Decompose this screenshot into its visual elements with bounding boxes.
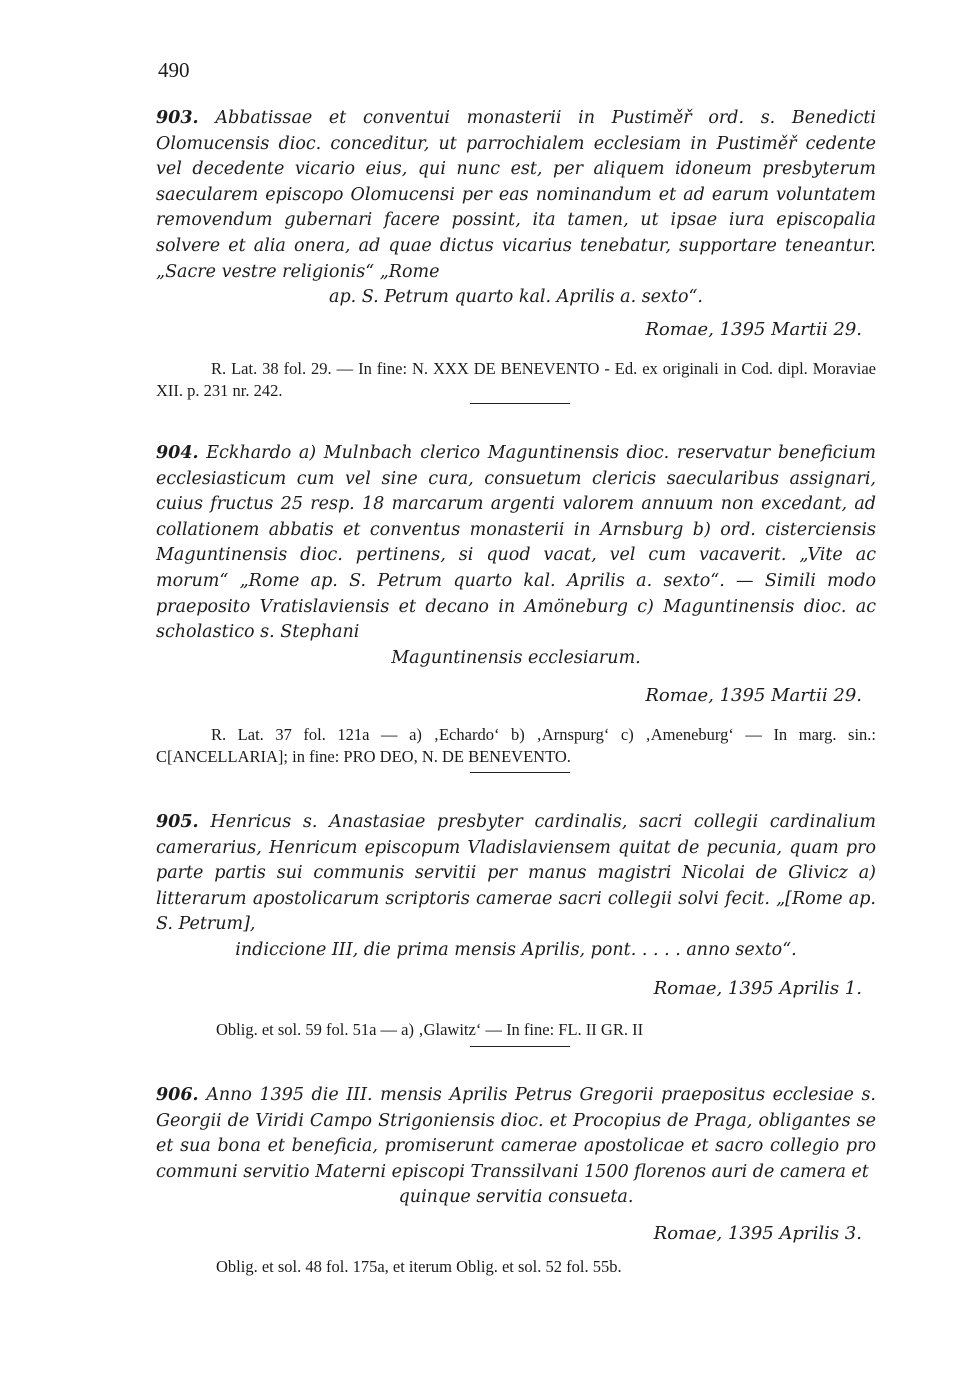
entry-body-last-line: indiccione III, die prima mensis Aprilis, pont. . . . . anno sexto“.	[235, 939, 797, 960]
entry-body: Henricus s. Anastasiae presbyter cardinalis, sacri collegii cardinalium camerarius, Henricum episcopum Vladislaviensem quitat de pecunia, quam pro parte partis sui communis servitii per manus magistri Nicolai de Glivicz a) litterarum apostolicarum scriptoris camerae sacri collegii solvi fecit. „[Rome ap. S. Petrum],	[156, 812, 876, 935]
entry-906	[156, 1083, 876, 1278]
entry-body: Eckhardo a) Mulnbach clerico Maguntinensis dioc. reservatur beneficium ecclesiasticum cum vel sine cura, consuetum clericis saecularibus assignari, cuius fructus 25 resp. 18 marcarum argenti valorem annuum non excedant, ad collationem abbatis et conventus monasterii in Arnsburg b) ord. cisterciensis Maguntinensis dioc. pertinens, si quod vacat, vel cum vacaverit. „Vite ac morum“ „Rome ap. S. Petrum quarto kal. Aprilis a. sexto“. — Simili modo praeposito Vratislaviensis et decano in Amöneburg c) Maguntinensis dioc. ac scholastico s. Stephani	[156, 443, 876, 643]
entry-text	[156, 1083, 876, 1211]
page-number: 490	[158, 58, 190, 82]
separator-rule	[470, 772, 570, 773]
entry-number: 906.	[156, 1085, 199, 1105]
entry-number: 903.	[156, 108, 199, 128]
entry-date: Romae, 1395 Martii 29.	[645, 685, 862, 707]
entry-date: Romae, 1395 Aprilis 3.	[653, 1222, 862, 1244]
entry-body-last-line: ap. S. Petrum quarto kal. Aprilis a. sexto“.	[329, 287, 703, 308]
entry-903	[156, 106, 876, 402]
separator-rule	[470, 403, 570, 404]
entry-source: R. Lat. 38 fol. 29. — In fine: N. XXX DE BENEVENTO - Ed. ex originali in Cod. dipl. Moraviae XII. p. 231 nr. 242.	[156, 358, 876, 400]
entry-source: Oblig. et sol. 48 fol. 175a, et iterum Oblig. et sol. 52 fol. 55b.	[216, 1256, 622, 1276]
entry-905	[156, 810, 876, 1041]
entry-number: 905.	[156, 812, 199, 832]
entry-text	[156, 441, 876, 671]
entry-date: Romae, 1395 Aprilis 1.	[653, 977, 862, 999]
entry-body: Anno 1395 die III. mensis Aprilis Petrus Gregorii praepositus ecclesiae s. Georgii de Viridi Campo Strigoniensis dioc. et Procopius de Praga, obligantes se et sua bona et beneficia, promiserunt camerae apostolicae et sacro collegio pro communi servitio Materni episcopi Transsilvani 1500 florenos auri de camera et	[156, 1085, 876, 1182]
entry-text	[156, 810, 876, 964]
entry-source: Oblig. et sol. 59 fol. 51a — a) ‚Glawitz‘ — In fine: FL. II GR. II	[216, 1019, 644, 1039]
entry-body-last-line: Maguntinensis ecclesiarum.	[391, 647, 641, 668]
separator-rule	[470, 1046, 570, 1047]
entry-source: R. Lat. 37 fol. 121a — a) ‚Echardo‘ b) ‚Arnspurg‘ c) ‚Ameneburg‘ — In marg. sin.: C[ANCELLARIA]; in fine: PRO DEO, N. DE BENEVENTO.	[156, 725, 876, 767]
entry-904	[156, 441, 876, 768]
entry-body: Abbatissae et conventui monasterii in Pustiměř ord. s. Benedicti Olomucensis dioc. conceditur, ut parrochialem ecclesiam in Pustiměř cedente vel decedente vicario eius, qui nunc est, per aliquem idoneum presbyterum saecularem episcopo Olomucensi per eas nominandum et ad earum voluntatem removendum gubernari facere possint, ita tamen, ut ipsae iura episcopalia solvere et alia onera, ad quae dictus vicarius tenebatur, supportare teneantur. „Sacre vestre religionis“ „Rome	[156, 108, 876, 282]
entry-body-last-line: quinque servitia consueta.	[398, 1187, 634, 1208]
entry-text	[156, 106, 876, 311]
entry-number: 904.	[156, 443, 199, 463]
entry-date: Romae, 1395 Martii 29.	[645, 318, 862, 340]
